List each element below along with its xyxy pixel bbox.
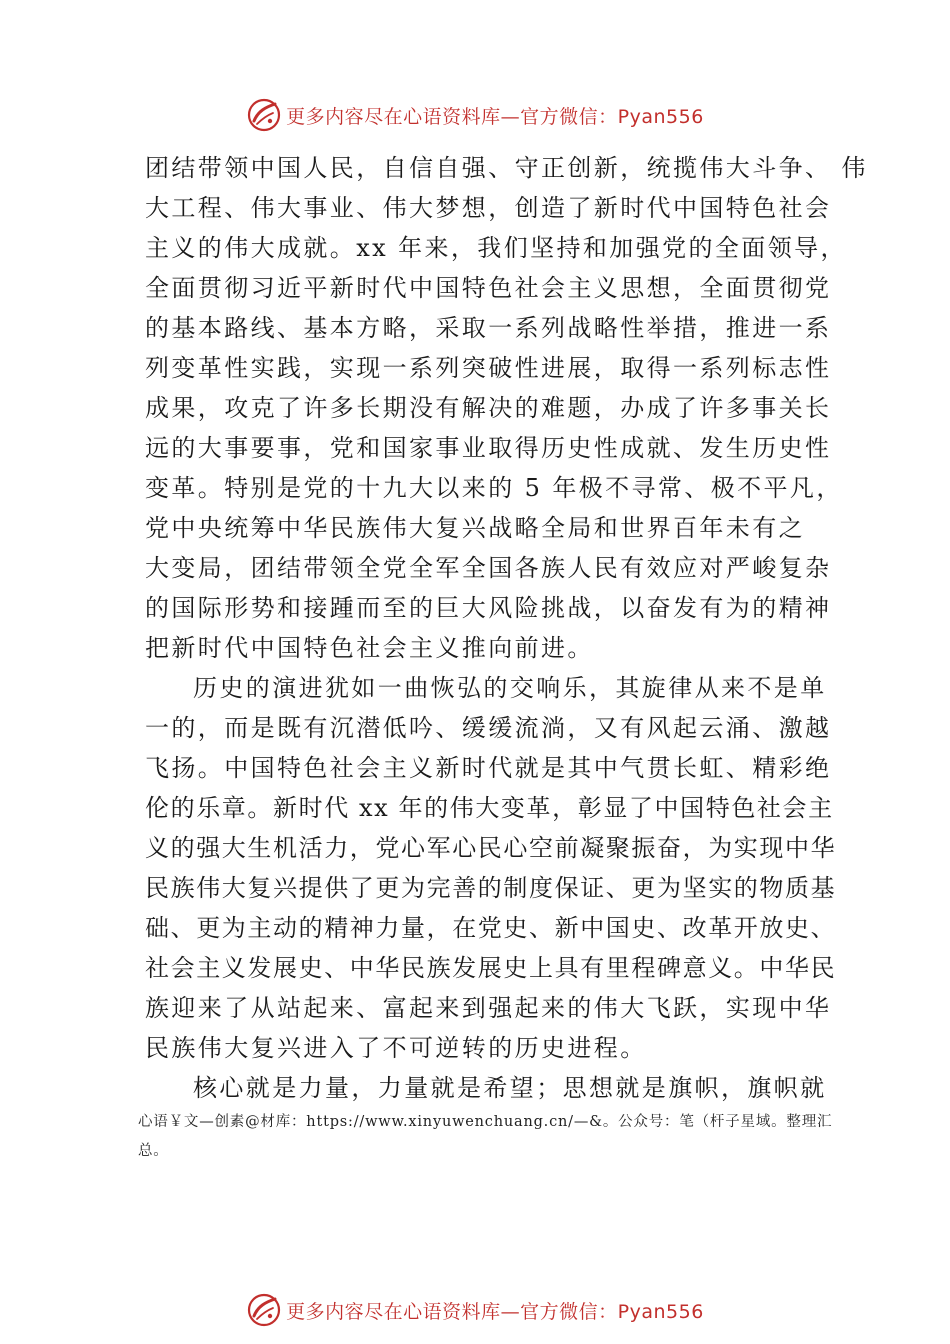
banner-main-text: 更多内容尽在心语资料库 (286, 1300, 501, 1323)
body-line: 社会主义发展史、中华民族发展史上具有里程碑意义。中华民 (145, 954, 837, 982)
ink-brush-logo-icon (246, 97, 282, 133)
body-line: 大工程、伟大事业、伟大梦想，创造了新时代中国特色社会 (145, 194, 832, 222)
body-line: 团结带领中国人民，自信自强、守正创新，统揽伟大斗争、 伟 (145, 154, 868, 182)
footer-banner (0, 1290, 950, 1330)
banner-main-text: 更多内容尽在心语资料库 (286, 105, 501, 128)
body-line: 成果，攻克了许多长期没有解决的难题，办成了许多事关长 (145, 394, 832, 422)
banner-text (286, 102, 704, 129)
body-line: 把新时代中国特色社会主义推向前进。 (145, 634, 594, 662)
body-line: 党中央统筹中华民族伟大复兴战略全局和世界百年未有之 (145, 514, 805, 542)
header-banner (0, 95, 950, 135)
body-line: 的国际形势和接踵而至的巨大风险挑战，以奋发有为的精神 (145, 594, 832, 622)
body-line: 民族伟大复兴进入了不可逆转的历史进程。 (145, 1034, 647, 1062)
body-line: 大变局，团结带领全党全军全国各族人民有效应对严峻复杂 (145, 554, 832, 582)
body-line: 础、更为主动的精神力量，在党史、新中国史、改革开放史、 (145, 914, 837, 942)
body-line: 全面贯彻习近平新时代中国特色社会主义思想，全面贯彻党 (145, 274, 832, 302)
banner-wechat-text: 官方微信：Pyan556 (520, 105, 704, 128)
document-body (145, 148, 868, 1108)
body-line: 一的，而是既有沉潜低吟、缓缓流淌，又有风起云涌、激越 (145, 714, 832, 742)
body-line: 变革。特别是党的十九大以来的 5 年极不寻常、极不平凡， (145, 474, 843, 502)
body-line: 的基本路线、基本方略，采取一系列战略性举措，推进一系 (145, 314, 832, 342)
body-line: 远的大事要事，党和国家事业取得历史性成就、发生历史性 (145, 434, 832, 462)
body-line: 族迎来了从站起来、富起来到强起来的伟大飞跃，实现中华 (145, 994, 832, 1022)
body-line: 主义的伟大成就。xx 年来，我们坚持和加强党的全面领导， (145, 234, 847, 262)
body-line: 列变革性实践，实现一系列突破性进展，取得一系列标志性 (145, 354, 832, 382)
body-line: 飞扬。中国特色社会主义新时代就是其中气贯长虹、精彩绝 (145, 754, 832, 782)
footnote-text: 心语￥文—创素@材库：https://www.xinyuwenchuang.cn/—&。公众号：笔（杆子星域。整理汇总。 (138, 1114, 833, 1159)
body-line: 义的强大生机活力，党心军心民心空前凝聚振奋，为实现中华 (145, 834, 837, 862)
banner-text (286, 1297, 704, 1324)
banner-dash: — (500, 1300, 521, 1323)
body-line: 伦的乐章。新时代 xx 年的伟大变革，彰显了中国特色社会主 (145, 794, 834, 822)
body-line: 历史的演进犹如一曲恢弘的交响乐，其旋律从来不是单 (193, 674, 827, 702)
body-line: 核心就是力量，力量就是希望；思想就是旗帜，旗帜就 (193, 1074, 827, 1102)
banner-wechat-text: 官方微信：Pyan556 (520, 1300, 704, 1323)
banner-dash: — (500, 105, 521, 128)
ink-brush-logo-icon (246, 1292, 282, 1328)
body-line: 民族伟大复兴提供了更为完善的制度保证、更为坚实的物质基 (145, 874, 837, 902)
